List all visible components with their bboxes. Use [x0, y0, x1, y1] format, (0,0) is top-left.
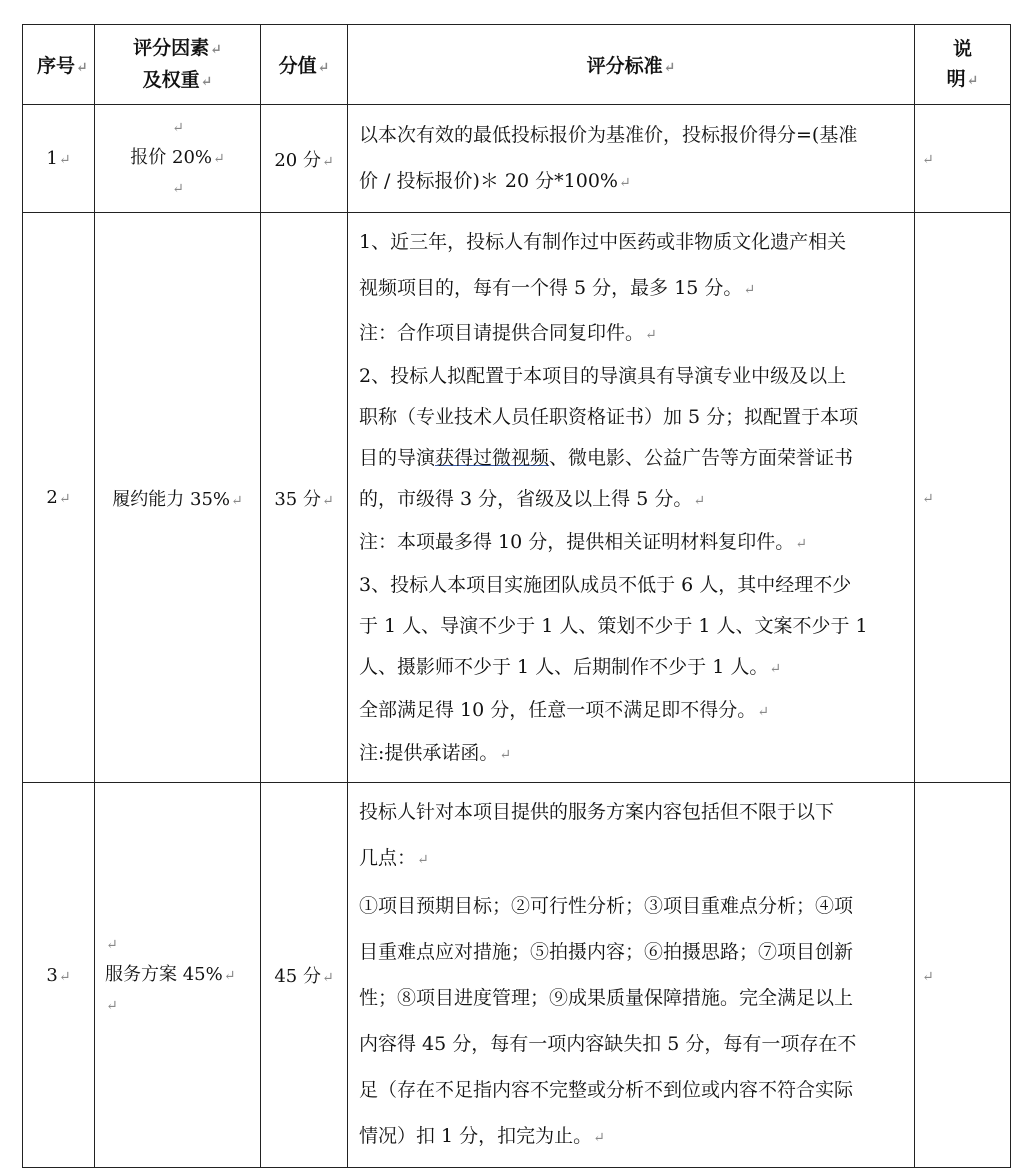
table-row: [23, 783, 1011, 1168]
row-value: 20 分↵: [261, 105, 348, 213]
row-num: 3↵: [23, 783, 95, 1168]
row-standard: 投标人针对本项目提供的服务方案内容包括但不限于以下 几点：↵ ①项目预期目标；②可行性分析；③项目重难点分析；④项 目重难点应对措施；⑤拍摄内容；⑥拍摄思路；⑦项目创新 性；⑧项目进度管理；⑨成果质量保障措施。完全满足以上 内容得 45 分，每有一项内容缺失扣 5 分，每有一项存在不 足（存在不足指内容不完整或分析不到位或内容不符合实际 情况）扣 1 分，扣完为止。↵: [348, 783, 915, 1168]
underlined-text: 获得过微视频: [435, 447, 550, 469]
row-factor: ↵ 报价 20%↵ ↵: [95, 105, 261, 213]
row-factor: 履约能力 35%↵: [95, 213, 261, 783]
table-row: [23, 213, 1011, 783]
table-row: [23, 105, 1011, 213]
header-row: [23, 25, 1011, 105]
row-standard: 1、近三年，投标人有制作过中医药或非物质文化遗产相关 视频项目的，每有一个得 5 分，最多 15 分。↵ 注：合作项目请提供合同复印件。↵ 2、投标人拟配置于本项目的导演具有导演专业中级及以上 职称（专业技术人员任职资格证书）加 5 分；拟配置于本项 目的导演获得过微视频、微电影、公益广告等方面荣誉证书 的，市级得 3 分，省级及以上得 5 分。↵ 注：本项最多得 10 分，提供相关证明材料复印件。↵ 3、投标人本项目实施团队成员不低于 6 人，其中经理不少 于 1 人、导演不少于 1 人、策划不少于 1 人、文案不少于 1 人、摄影师不少于 1 人、后期制作不少于 1 人。↵ 全部满足得 10 分，任意一项不满足即不得分。↵ 注:提供承诺函。↵: [348, 213, 915, 783]
scoring-table: [22, 24, 1011, 1168]
row-num: 1↵: [23, 105, 95, 213]
row-note: ↵: [915, 783, 1011, 1168]
header-factor: 评分因素↵ 及权重↵: [95, 25, 261, 105]
row-value: 45 分↵: [261, 783, 348, 1168]
header-num: 序号↵: [23, 25, 95, 105]
row-note: ↵: [915, 213, 1011, 783]
header-value: 分值↵: [261, 25, 348, 105]
header-note: 说 明↵: [915, 25, 1011, 105]
row-note: ↵: [915, 105, 1011, 213]
header-standard: 评分标准↵: [348, 25, 915, 105]
row-factor: ↵ 服务方案 45%↵ ↵: [95, 783, 261, 1168]
row-num: 2↵: [23, 213, 95, 783]
row-standard: 以本次有效的最低投标报价为基准价，投标报价得分=(基准 价 / 投标报价)＊ 20 分*100%↵: [348, 105, 915, 213]
row-value: 35 分↵: [261, 213, 348, 783]
